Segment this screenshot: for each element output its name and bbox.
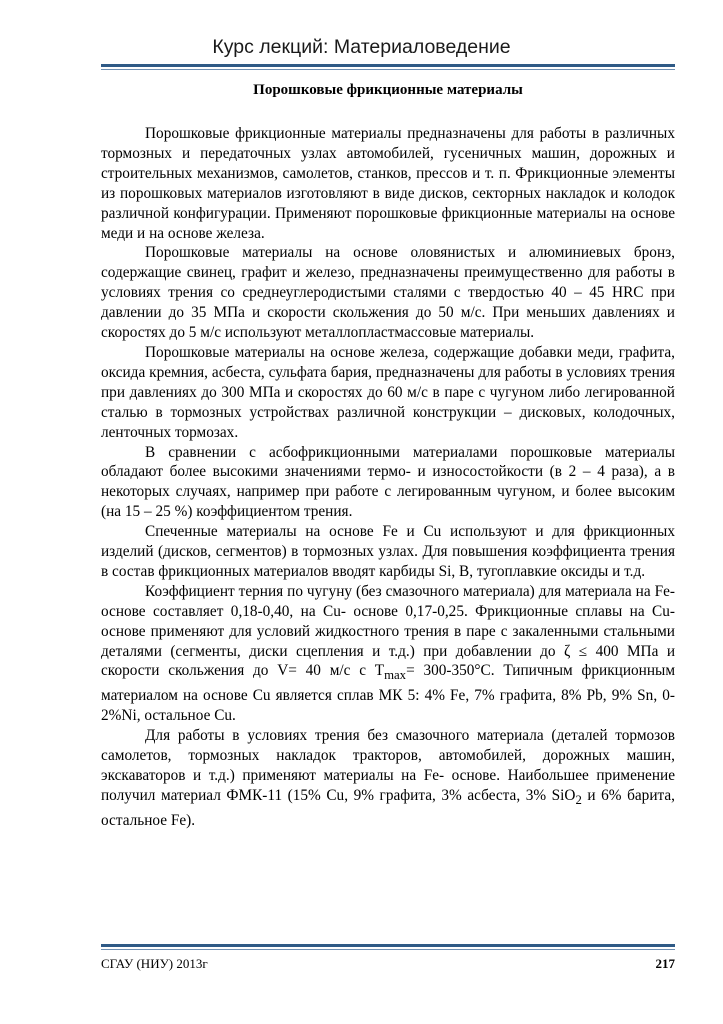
footer-rule-thick bbox=[101, 944, 675, 947]
paragraph-7-subscript: 2 bbox=[575, 793, 582, 807]
paragraph-7 bbox=[101, 726, 675, 831]
paragraph-6-text: Коэффициент терния по чугуну (без смазочного материала) для материала на Fe- основе составляет 0,18-0,40, на Cu- основе 0,17-0,25. Фрикционные сплавы на Cu- основе применяют для условий жидкостного трения в паре с закаленными стальными деталями (сегменты, диски сцепления и т.д.) при добавлении до ζ ≤ 400 МПа и скорости скольжения до V= 40 м/с с T bbox=[101, 582, 675, 680]
section-title: Порошковые фрикционные материалы bbox=[253, 82, 523, 98]
paragraph-1: Порошковые фрикционные материалы предназначены для работы в различных тормозных и передаточных узлах автомобилей, гусеничных машин, дорожных и строительных механизмов, самолетов, станков, прессов и т. п. Фрикционные элементы из порошковых материалов изготовляют в виде дисков, секторных накладок и колодок различной конфигурации. Применяют порошковые фрикционные материалы на основе меди и на основе железа. bbox=[101, 125, 675, 242]
paragraph-6 bbox=[101, 582, 675, 726]
footer-institution: СГАУ (НИУ) 2013г bbox=[101, 956, 208, 971]
paragraph-4: В сравнении с асбофрикционными материалами порошковые материалы обладают более высокими значениями термо- и износостойкости (в 2 – 4 раза), а в некоторых случаях, например при работе с легированным чугуном, и более высоким (на 15 – 25 %) коэффициентом трения. bbox=[101, 443, 675, 521]
paragraph-7-tail: и 6% барита, остальное Fe). bbox=[101, 786, 675, 829]
paragraph-6-tail: = 300-350°C. Типичным фрикционным материалом на основе Cu является сплав МК 5: 4% Fe, 7% графита, 8% Pb, 9% Sn, 0-2%Ni, остальное Cu. bbox=[101, 662, 675, 725]
paragraph-3: Порошковые материалы на основе железа, содержащие добавки меди, графита, оксида кремния, асбеста, сульфата бария, предназначены для работы в условиях трения при давлениях до 300 МПа и скоростях до 60 м/с в паре с чугуном либо легированной сталью в тормозных устройствах различной конструкции – дисковых, колодочных, ленточных тормозах. bbox=[101, 343, 675, 441]
paragraph-7-text: Для работы в условиях трения без смазочного материала (деталей тормозов самолетов, тормозных накладок тракторов, автомобилей, дорожных машин, экскаваторов и т.д.) применяют материалы на Fe- основе. Наибольшее применение получил материал ФМК-11 (15% Cu, 9% графита, 3% асбеста, 3% SiO bbox=[101, 727, 675, 804]
header-rule-thin bbox=[101, 69, 675, 70]
page-number: 217 bbox=[655, 956, 675, 971]
running-header-title: Курс лекций: Материаловедение bbox=[212, 36, 511, 58]
paragraph-5: Спеченные материалы на основе Fe и Cu используют и для фрикционных изделий (дисков, сегментов) в тормозных узлах. Для повышения коэффициента трения в состав фрикционных материалов вводят карбиды Si, B, тугоплавкие оксиды и т.д. bbox=[101, 523, 675, 580]
paragraph-2: Порошковые материалы на основе оловянистых и алюминиевых бронз, содержащие свинец, графит и железо, предназначены преимущественно для работы в условиях трения со среднеуглеродистыми сталями с твердостью 40 – 45 HRC при давлении до 35 МПа и скорости скольжения до 50 м/с. При меньших давлениях и скоростях до 5 м/с используют металлопластмассовые материалы. bbox=[101, 244, 675, 342]
header-rule-thick bbox=[101, 64, 675, 67]
body-text bbox=[101, 124, 675, 831]
paragraph-6-subscript: max bbox=[384, 668, 407, 683]
footer-rule-thin bbox=[101, 949, 675, 950]
